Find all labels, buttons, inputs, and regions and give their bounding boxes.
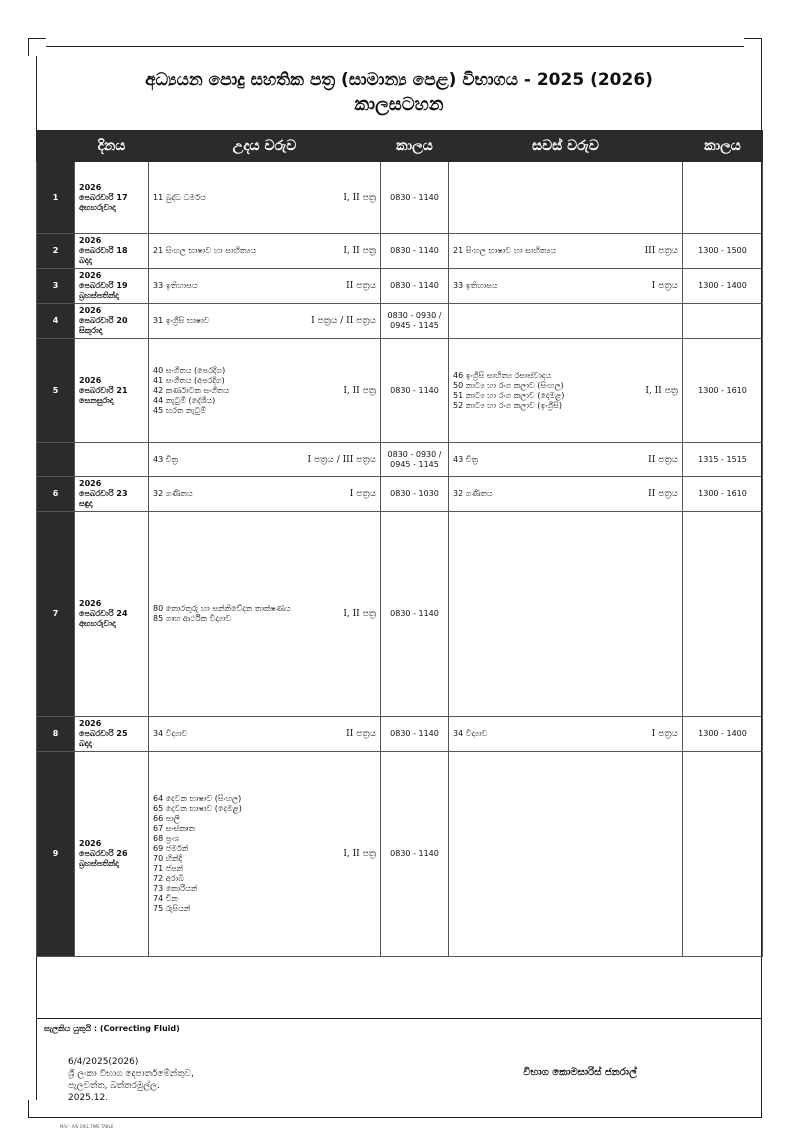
subject-list	[453, 729, 646, 739]
subject-item: 44 නැටුම් (දේශීය)	[153, 395, 216, 405]
date-cell	[75, 162, 149, 234]
pm-session-cell	[449, 752, 683, 957]
header-morning-session: උදය වරුව	[149, 131, 381, 162]
signatory-title: විභාග කොමසාරිස් ජනරාල්	[523, 1067, 637, 1078]
table-header-row	[37, 131, 763, 162]
header-afternoon-time: කාලය	[683, 131, 763, 162]
date-line: 2026	[79, 306, 102, 315]
corner-ornament	[28, 38, 46, 56]
subject-item: 46 ඉංග්‍රීසි සාහිත්‍ය රසාස්වාදය	[453, 370, 552, 380]
day-number: 2	[37, 234, 75, 269]
date-cell	[75, 304, 149, 339]
paper-label: II පත්‍රය	[648, 489, 678, 499]
date-line: සෙනසුරාදා	[79, 395, 114, 405]
subject-item: 68 ප්‍රංශ	[153, 834, 179, 843]
subject-item: 32 ගණිතය	[153, 489, 193, 498]
subject-item: 69 ජර්මන්	[153, 844, 189, 853]
date-line: බ්‍රහස්පතින්දා	[79, 291, 119, 300]
afternoon-time: 1300 - 1500	[683, 234, 763, 269]
timetable-table	[36, 130, 763, 957]
subject-item: 21 සිංහල භාෂාව හා සාහිත්‍යය	[453, 246, 557, 255]
date-line: බදාදා	[79, 739, 92, 748]
date-cell	[75, 717, 149, 752]
day-number: 8	[37, 717, 75, 752]
date-line: පෙබරවාරි 23	[79, 489, 128, 498]
date-line: පෙබරවාරි 21	[79, 385, 128, 395]
subject-block	[453, 246, 678, 256]
date-line: පෙබරවාරි 26	[79, 849, 128, 858]
morning-time: 0830 - 1140	[381, 717, 449, 752]
date-line: අඟහරුවාදා	[79, 619, 116, 628]
date-cell	[75, 752, 149, 957]
subject-item: 31 ඉංග්‍රීසි භාෂාව	[153, 316, 210, 325]
paper-label: I, II පත්‍ර	[645, 385, 678, 396]
subject-block	[153, 246, 376, 256]
subject-list	[153, 604, 337, 624]
subject-item: 33 ඉතිහාසය	[153, 281, 198, 290]
date-cell	[75, 339, 149, 443]
subject-item: 85 ගෘහ ආර්ථික විද්‍යාව	[153, 614, 232, 623]
subject-item: 45 භරත නැටුම්	[153, 405, 207, 415]
subject-block	[453, 281, 678, 291]
corner-ornament	[744, 1100, 762, 1118]
footer-signatory	[440, 1066, 720, 1080]
subject-item: 33 ඉතිහාසය	[453, 281, 498, 290]
subject-list	[153, 193, 337, 203]
paper-label: I පත්‍රය	[651, 729, 678, 739]
exam-title: අධ්‍යයන පොදු සහතික පත්‍ර (සාමාන්‍ය පෙළ) විභාගය - 2025 (2026)	[145, 70, 653, 90]
date-cell-cont	[75, 443, 149, 477]
header-afternoon-session: සවස් වරුව	[449, 131, 683, 162]
afternoon-time	[683, 512, 763, 717]
table-row	[37, 752, 763, 957]
subject-item: 75 රුසියන්	[153, 904, 191, 913]
date-line: 2026	[79, 375, 102, 385]
corner-ornament	[28, 1100, 46, 1118]
am-session-cell	[149, 512, 381, 717]
am-session-cell	[149, 752, 381, 957]
table-row	[37, 443, 763, 477]
subject-item: 73 කොරියන්	[153, 884, 198, 893]
subject-item: 34 විද්‍යාව	[453, 729, 488, 738]
morning-time: 0830 - 1140	[381, 234, 449, 269]
am2-session-cell	[149, 443, 381, 477]
table-row	[37, 717, 763, 752]
am-session-cell	[149, 339, 381, 443]
subject-item: 71 ජපන්	[153, 864, 184, 873]
paper-label: I පත්‍රය / II පත්‍රය	[311, 316, 376, 326]
date-line: පෙබරවාරි 25	[79, 729, 128, 738]
table-row	[37, 162, 763, 234]
pm-session-cell	[449, 304, 683, 339]
paper-label: I පත්‍රය	[349, 489, 376, 499]
subject-item: 32 ගණිතය	[453, 489, 493, 498]
subject-block	[453, 371, 678, 411]
morning-time: 0830 - 0930 / 0945 - 1145	[381, 443, 449, 477]
subject-list	[453, 489, 642, 499]
subject-item: 51 නාට්‍ය හා රංග කලාව (දෙමළ)	[453, 390, 565, 400]
pm-session-cell	[449, 717, 683, 752]
day-number: 3	[37, 269, 75, 304]
table-row	[37, 477, 763, 512]
subject-block	[153, 366, 376, 416]
subject-list	[453, 455, 642, 465]
morning-time: 0830 - 1140	[381, 162, 449, 234]
subject-block	[153, 729, 376, 739]
am-session-cell	[149, 304, 381, 339]
subject-item: 72 අරාබි	[153, 874, 184, 883]
table-row	[37, 304, 763, 339]
paper-label: I, II පත්‍ර	[343, 385, 376, 396]
pm-session-cell	[449, 477, 683, 512]
subject-block	[153, 604, 376, 624]
subject-list	[153, 489, 344, 499]
document-code: M/U - A/S O/EL TIME TABLE	[60, 1124, 114, 1129]
am-session-cell	[149, 477, 381, 512]
subject-item: 43 චිත්‍ර	[153, 454, 178, 464]
afternoon-time	[683, 752, 763, 957]
date-line: පෙබරවාරි 24	[79, 609, 128, 618]
table-row	[37, 512, 763, 717]
paper-label: I, II පත්‍ර	[343, 849, 376, 859]
table-row	[37, 269, 763, 304]
date-line: බ්‍රහස්පතින්දා	[79, 859, 119, 868]
date-line: බදාදා	[79, 256, 92, 265]
subject-block	[453, 729, 678, 739]
afternoon-time: 1300 - 1400	[683, 717, 763, 752]
date-line: 2026	[79, 839, 102, 848]
afternoon-time	[683, 304, 763, 339]
pm2-session-cell	[449, 443, 683, 477]
subject-list	[153, 246, 337, 256]
afternoon-time	[683, 162, 763, 234]
afternoon-time: 1300 - 1610	[683, 477, 763, 512]
day-number: 5	[37, 339, 75, 443]
afternoon-time: 1300 - 1400	[683, 269, 763, 304]
day-number: 7	[37, 512, 75, 717]
subject-item: 70 හින්දි	[153, 854, 183, 863]
subject-list	[153, 794, 337, 914]
paper-label: II පත්‍රය	[346, 729, 376, 739]
morning-time: 0830 - 1140	[381, 269, 449, 304]
subject-list	[153, 316, 305, 326]
day-number: 4	[37, 304, 75, 339]
timetable-subtitle: කාලසටහන	[354, 94, 444, 115]
footer-line: 6/4/2025(2026)	[68, 1057, 139, 1067]
subject-block	[153, 316, 376, 326]
date-line: පෙබරවාරි 19	[79, 281, 128, 290]
header-number	[37, 131, 75, 162]
morning-time: 0830 - 1030	[381, 477, 449, 512]
subject-item: 50 නාට්‍ය හා රංග කලාව (සිංහල)	[453, 380, 564, 390]
subject-item: 74 චීන	[153, 894, 178, 903]
morning-time: 0830 - 1140	[381, 512, 449, 717]
paper-label: I, II පත්‍ර	[343, 192, 376, 203]
paper-label: II පත්‍රය	[346, 281, 376, 291]
subject-list	[453, 246, 639, 256]
subject-item: 41 සංගීතය (අපරදිග)	[153, 375, 225, 385]
subject-list	[153, 455, 302, 465]
date-line: 2026	[79, 719, 102, 728]
subject-item: 11 බුද්ධ ධර්මය	[153, 192, 206, 202]
date-line: පෙබරවාරි 18	[79, 246, 128, 255]
morning-time: 0830 - 1140	[381, 339, 449, 443]
am-session-cell	[149, 234, 381, 269]
table-row	[37, 339, 763, 443]
paper-label: I, II පත්‍ර	[343, 609, 376, 619]
date-line: 2026	[79, 236, 102, 245]
subject-item: 67 සංස්කෘත	[153, 824, 195, 833]
date-cell	[75, 512, 149, 717]
subject-item: 34 විද්‍යාව	[153, 729, 188, 738]
footer-address	[68, 1056, 194, 1104]
subject-block	[453, 489, 678, 499]
corner-ornament	[744, 38, 762, 56]
subject-item: 65 දෙවන භාෂාව (දෙමළ)	[153, 804, 242, 813]
footer-line: පැලවත්ත, බත්තරමුල්ල.	[68, 1081, 160, 1091]
subject-item: 66 පාලි	[153, 814, 180, 823]
table-row	[37, 234, 763, 269]
footer-line: 2025.12.	[68, 1093, 109, 1103]
title-block	[36, 62, 762, 130]
subject-block	[153, 455, 376, 465]
header-morning-time: කාලය	[381, 131, 449, 162]
subject-list	[453, 371, 639, 411]
subject-item: 21 සිංහල භාෂාව හා සාහිත්‍යය	[153, 246, 257, 255]
pm-session-cell	[449, 339, 683, 443]
am-session-cell	[149, 269, 381, 304]
day-number: 6	[37, 477, 75, 512]
date-line: සිකුරාදා	[79, 326, 103, 335]
date-line: 2026	[79, 271, 102, 280]
subject-list	[153, 729, 340, 739]
subject-item: 64 දෙවන භාෂාව (සිංහල)	[153, 794, 242, 803]
date-cell	[75, 234, 149, 269]
day-number-cont	[37, 443, 75, 477]
pm-session-cell	[449, 162, 683, 234]
date-line: අඟහරුවාදා	[79, 202, 116, 212]
date-cell	[75, 269, 149, 304]
morning-time: 0830 - 1140	[381, 752, 449, 957]
morning-time: 0830 - 0930 / 0945 - 1145	[381, 304, 449, 339]
subject-block	[153, 193, 376, 203]
subject-list	[453, 281, 646, 291]
subject-block	[153, 794, 376, 914]
subject-block	[453, 455, 678, 465]
day-number: 9	[37, 752, 75, 957]
date-line: 2026	[79, 479, 102, 488]
am-session-cell	[149, 717, 381, 752]
subject-item: 43 චිත්‍ර	[453, 454, 478, 464]
afternoon-time: 1300 - 1610	[683, 339, 763, 443]
date-cell	[75, 477, 149, 512]
subject-block	[153, 281, 376, 291]
subject-block	[153, 489, 376, 499]
afternoon-time: 1315 - 1515	[683, 443, 763, 477]
date-line: 2026	[79, 182, 102, 192]
paper-label: I පත්‍රය / III පත්‍රය	[307, 454, 376, 465]
date-line: 2026	[79, 599, 102, 608]
am-session-cell	[149, 162, 381, 234]
subject-list	[153, 366, 337, 416]
day-number: 1	[37, 162, 75, 234]
subject-item: 52 නාට්‍ය හා රංග කලාව (ඉංග්‍රීසි)	[453, 400, 562, 410]
date-line: සඳුදා	[79, 499, 93, 508]
pm-session-cell	[449, 512, 683, 717]
header-date: දිනය	[75, 131, 149, 162]
date-line: පෙබරවාරි 17	[79, 192, 128, 202]
subject-item: 80 තොරතුරු හා සන්නිවේදන තාක්ෂණය	[153, 604, 291, 613]
pm-session-cell	[449, 269, 683, 304]
subject-item: 40 සංගීතය (පෙරදිග)	[153, 365, 226, 375]
paper-label: III පත්‍රය	[644, 246, 678, 256]
date-line: පෙබරවාරි 20	[79, 316, 128, 325]
pm-session-cell	[449, 234, 683, 269]
subject-item: 42 කර්ණාටක සංගීතය	[153, 385, 230, 395]
footer-line: ශ්‍රී ලංකා විභාග දෙපාර්තමේන්තුව,	[68, 1069, 194, 1079]
paper-label: II පත්‍රය	[648, 454, 678, 465]
paper-label: I, II පත්‍ර	[343, 246, 376, 256]
subject-list	[153, 281, 340, 291]
paper-label: I පත්‍රය	[651, 281, 678, 291]
notice-text: සැලකිය යුතුයි : (Correcting Fluid)	[36, 1018, 762, 1038]
